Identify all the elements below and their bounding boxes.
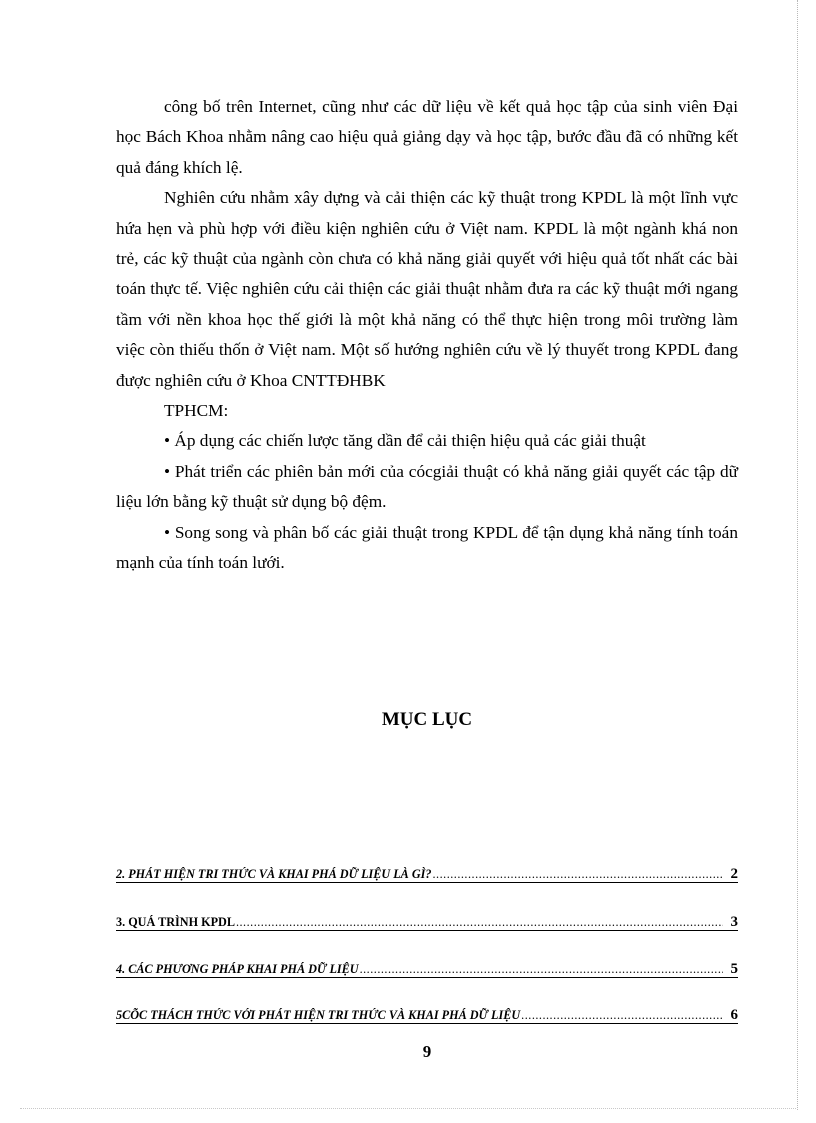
toc-entry-4[interactable] <box>116 955 738 978</box>
toc-entry-3[interactable] <box>116 908 738 931</box>
toc-leader-dots <box>360 961 723 977</box>
toc-leader-dots <box>236 914 723 930</box>
bullet-new-versions: • Phát triển các phiên bản mới của cócgiải thuật có khả năng giải quyết các tập dữ liệu lớn bằng kỹ thuật sử dụng bộ đệm. <box>116 461 738 512</box>
toc-entry-page: 2 <box>730 866 738 882</box>
toc-heading: MỤC LỤC <box>381 709 473 730</box>
toc-entry-title: 2. PHÁT HIỆN TRI THỨC VÀ KHAI PHÁ DỮ LIỆU LÀ GÌ? <box>116 867 432 881</box>
toc-leader-dots <box>521 1007 722 1023</box>
toc-entry-title: 4. CÁC PHƯƠNG PHÁP KHAI PHÁ DỮ LIỆU <box>116 962 359 976</box>
toc-entry-5[interactable] <box>116 1001 738 1024</box>
toc-leader-dots <box>433 866 723 882</box>
bullet-parallel: • Song song và phân bố các giải thuật trong KPDL để tận dụng khả năng tính toán mạnh của tính toán lưới. <box>116 522 738 573</box>
toc-entry-page: 6 <box>730 1007 738 1023</box>
toc-entry-title: 5CÕC THÁCH THỨC VỚI PHÁT HIỆN TRI THỨC VÀ KHAI PHÁ DỮ LIỆU <box>116 1008 521 1022</box>
toc-entry-page: 3 <box>730 914 738 930</box>
page-edge-horizontal <box>20 1108 796 1109</box>
toc-entry-2[interactable] <box>116 860 738 883</box>
page-number: 9 <box>422 1042 432 1061</box>
toc-entry-title: 3. QUÁ TRÌNH KPDL <box>116 915 235 929</box>
paragraph-tphcm: TPHCM: <box>164 401 229 421</box>
toc-entry-page: 5 <box>730 961 738 977</box>
paragraph-intro: công bố trên Internet, cũng như các dữ liệu về kết quả học tập của sinh viên Đại học Bách Khoa nhằm nâng cao hiệu quả giảng dạy và học tập, bước đầu đã có những kết quả đáng khích lệ. <box>116 97 738 177</box>
bullet-incremental: • Áp dụng các chiến lược tăng dần để cải thiện hiệu quả các giải thuật <box>164 431 646 451</box>
page-edge-vertical <box>797 0 798 1110</box>
body-text <box>116 92 738 579</box>
paragraph-research: Nghiên cứu nhằm xây dựng và cải thiện các kỹ thuật trong KPDL là một lĩnh vực hứa hẹn và phù hợp với điều kiện nghiên cứu ở Việt nam. KPDL là một ngành khá non trẻ, các kỹ thuật của ngành còn chưa có khả năng giải quyết với hiệu quả tốt nhất các bài toán thực tế. Việc nghiên cứu cải thiện các giải thuật nhằm đưa ra các kỹ thuật mới ngang tầm với nền khoa học thế giới là một khả năng có thể thực hiện trong môi trường làm việc còn thiếu thốn ở Việt nam. Một số hướng nghiên cứu về lý thuyết trong KPDL đang được nghiên cứu ở Khoa CNTTĐHBK <box>116 188 738 390</box>
